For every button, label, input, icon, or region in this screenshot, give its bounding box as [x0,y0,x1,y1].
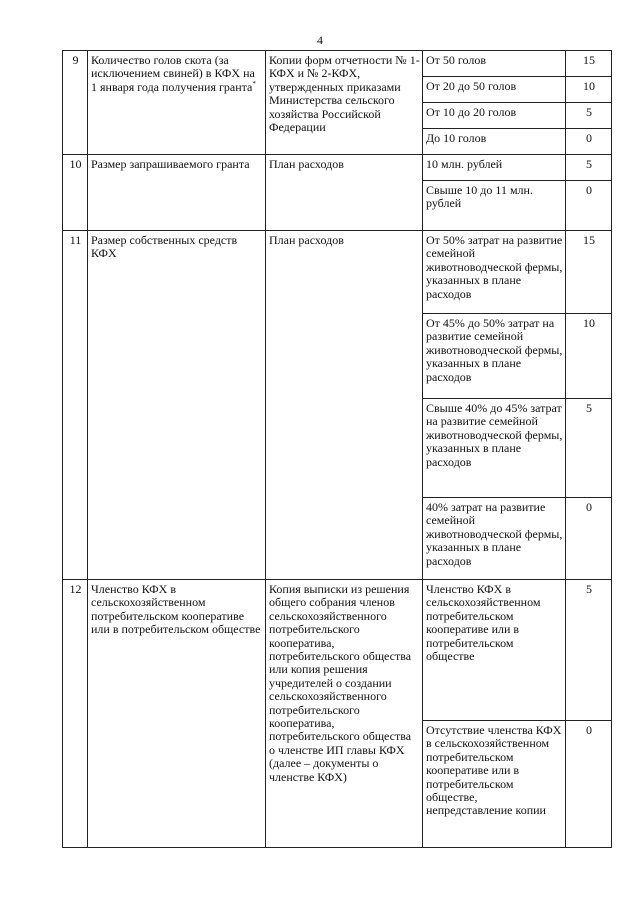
option-points: 0 [566,129,612,155]
table-row [63,51,612,77]
option-points: 10 [566,77,612,103]
option-points: 5 [566,103,612,129]
option-value: Свыше 40% до 45% затрат на развитие семейной животноводческой фермы, указанных в плане расходов [423,399,566,498]
document-cell: План расходов [266,231,423,580]
option-value: От 45% до 50% затрат на развитие семейной животноводческой фермы, указанных в плане расходов [423,314,566,399]
option-points: 0 [566,498,612,580]
option-value: От 10 до 20 голов [423,103,566,129]
row-number: 12 [63,580,88,848]
option-points: 15 [566,51,612,77]
row-number: 11 [63,231,88,580]
table-row [63,231,612,314]
criteria-table [62,50,612,848]
criterion-cell: Членство КФХ в сельскохозяйственном потребительском кооперативе или в потребительском обществе [88,580,266,848]
row-number: 9 [63,51,88,155]
criterion-cell: Количество голов скота (за исключением свиней) в КФХ на 1 января года получения гранта* [88,51,266,155]
table-row [63,580,612,721]
option-value: Свыше 10 до 11 млн. рублей [423,181,566,231]
criterion-cell: Размер запрашиваемого гранта [88,155,266,231]
document-cell: Копия выписки из решения общего собрания членов сельскохозяйственного потребительского кооператива, потребительского общества или копия решения учредителей о создании сельскохозяйственного потребительского кооператива, потребительского общества о членстве ИП главы КФХ (далее – документы о членстве КФХ) [266,580,423,848]
option-value: Членство КФХ в сельскохозяйственном потребительском кооперативе или в потребительском обществе [423,580,566,721]
option-value: От 20 до 50 голов [423,77,566,103]
option-value: От 50 голов [423,51,566,77]
document-cell: Копии форм отчетности № 1-КФХ и № 2-КФХ, утвержденных приказами Министерства сельского хозяйства Российской Федерации [266,51,423,155]
row-number: 10 [63,155,88,231]
table-row [63,155,612,181]
option-value: До 10 голов [423,129,566,155]
page-number: 4 [317,33,323,47]
footnote-mark: * [252,79,256,88]
option-points: 0 [566,181,612,231]
option-points: 5 [566,580,612,721]
option-value: 40% затрат на развитие семейной животноводческой фермы, указанных в плане расходов [423,498,566,580]
criterion-cell: Размер собственных средств КФХ [88,231,266,580]
option-points: 5 [566,399,612,498]
option-value: Отсутствие членства КФХ в сельскохозяйственном потребительском кооперативе или в потребительском обществе, непредставление копии [423,721,566,848]
option-points: 15 [566,231,612,314]
document-cell: План расходов [266,155,423,231]
option-value: От 50% затрат на развитие семейной животноводческой фермы, указанных в плане расходов [423,231,566,314]
option-value: 10 млн. рублей [423,155,566,181]
option-points: 0 [566,721,612,848]
option-points: 5 [566,155,612,181]
option-points: 10 [566,314,612,399]
